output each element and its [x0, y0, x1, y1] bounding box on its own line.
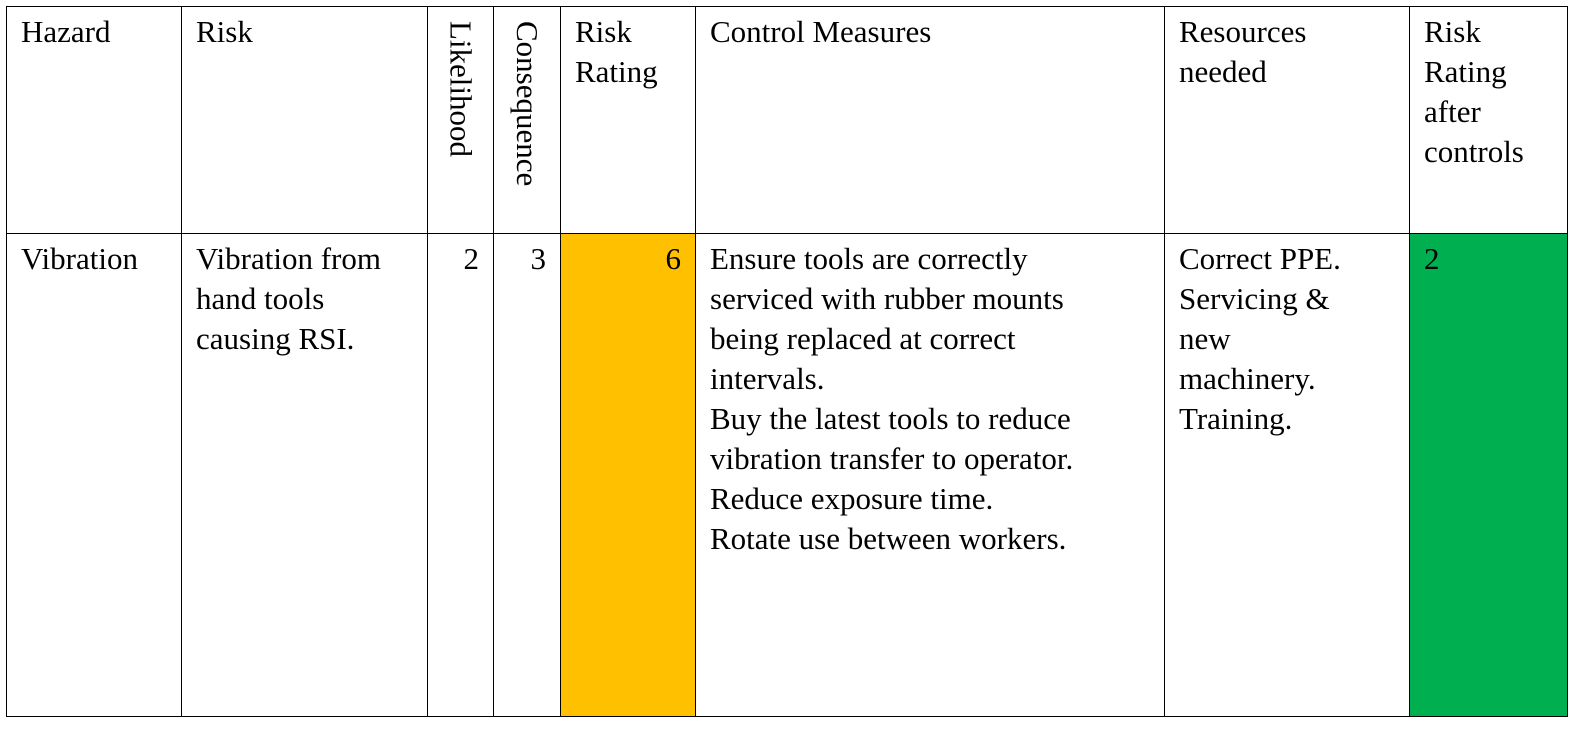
cell-risk-rating: 6 — [561, 234, 696, 717]
control-measure-line: intervals. — [710, 361, 825, 396]
header-risk: Risk — [182, 7, 428, 234]
header-consequence-cell — [494, 7, 561, 234]
header-row — [7, 7, 1568, 234]
header-risk-rating-after — [1410, 7, 1568, 234]
header-residual-line: Risk — [1424, 14, 1481, 49]
header-hazard: Hazard — [7, 7, 182, 234]
risk-line: Vibration from — [196, 241, 381, 276]
resource-line: Servicing & — [1179, 281, 1330, 316]
cell-consequence: 3 — [494, 234, 561, 717]
header-residual-line: controls — [1424, 134, 1524, 169]
risk-assessment-table — [6, 6, 1568, 717]
cell-likelihood: 2 — [428, 234, 494, 717]
control-measure-line: serviced with rubber mounts — [710, 281, 1064, 316]
cell-risk — [182, 234, 428, 717]
control-measure-line: Ensure tools are correctly — [710, 241, 1028, 276]
header-risk-rating — [561, 7, 696, 234]
header-residual-line: after — [1424, 94, 1481, 129]
header-residual-line: Rating — [1424, 54, 1507, 89]
control-measure-line: vibration transfer to operator. — [710, 441, 1074, 476]
header-likelihood-cell — [428, 7, 494, 234]
table-row — [7, 234, 1568, 717]
header-consequence: Consequence — [510, 21, 545, 187]
risk-line: causing RSI. — [196, 321, 355, 356]
cell-risk-rating-after: 2 — [1410, 234, 1568, 717]
cell-hazard: Vibration — [7, 234, 182, 717]
header-resources-needed — [1165, 7, 1410, 234]
control-measure-line: Buy the latest tools to reduce — [710, 401, 1071, 436]
control-measure-line: Reduce exposure time. — [710, 481, 994, 516]
risk-line: hand tools — [196, 281, 325, 316]
resource-line: Correct PPE. — [1179, 241, 1341, 276]
header-risk-rating-line: Risk — [575, 14, 632, 49]
header-control-measures: Control Measures — [696, 7, 1165, 234]
header-risk-rating-line: Rating — [575, 54, 658, 89]
header-likelihood: Likelihood — [443, 21, 479, 158]
header-resources-line: Resources — [1179, 14, 1307, 49]
resource-line: machinery. — [1179, 361, 1316, 396]
header-resources-line: needed — [1179, 54, 1267, 89]
control-measure-line: being replaced at correct — [710, 321, 1016, 356]
resource-line: Training. — [1179, 401, 1293, 436]
resource-line: new — [1179, 321, 1231, 356]
cell-resources-needed — [1165, 234, 1410, 717]
control-measure-line: Rotate use between workers. — [710, 521, 1067, 556]
cell-control-measures — [696, 234, 1165, 717]
